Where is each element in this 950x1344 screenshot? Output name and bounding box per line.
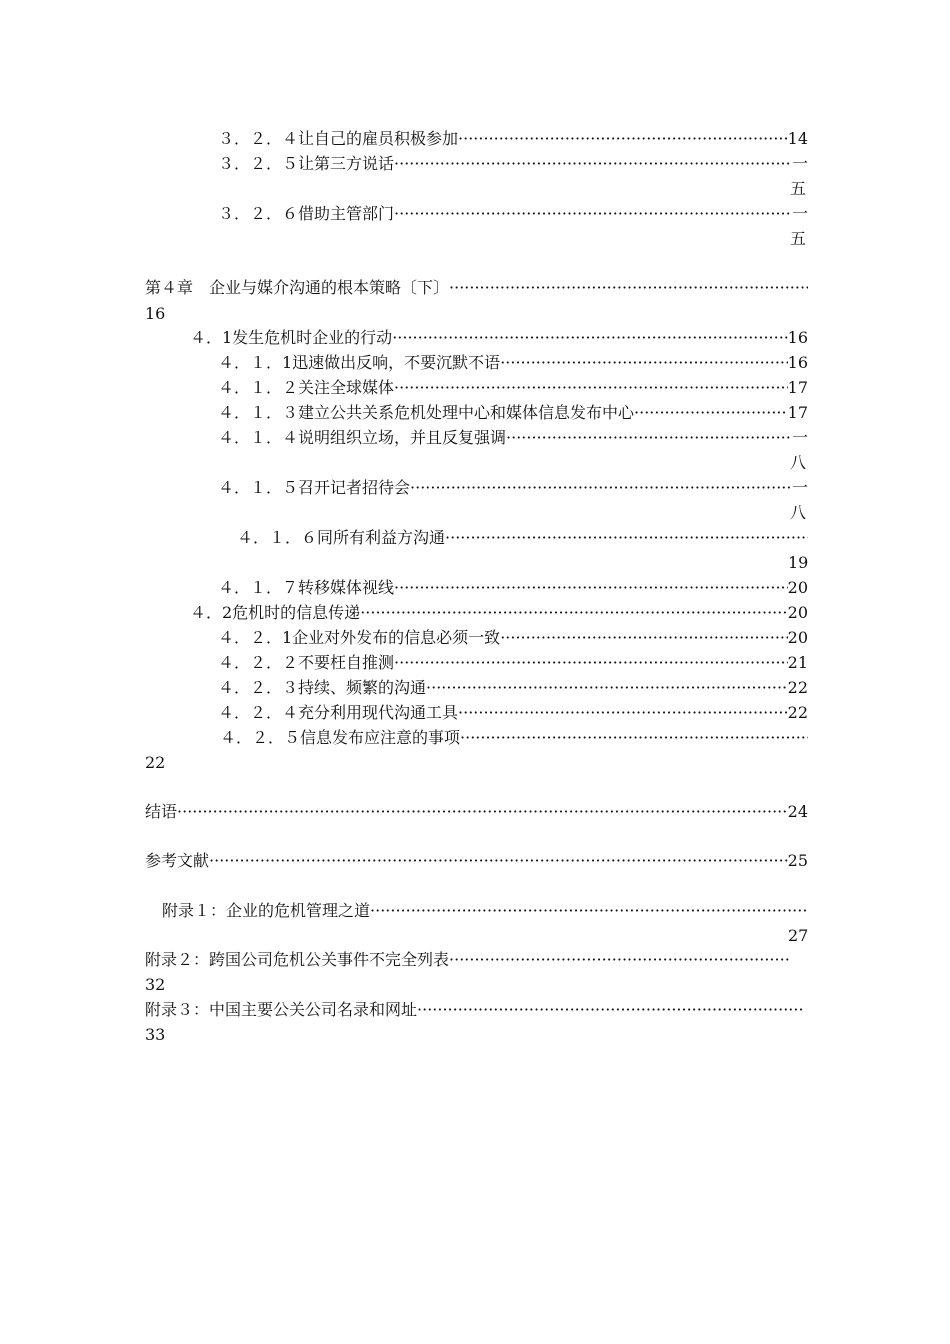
toc-entry-page: 20 [787,628,808,647]
leader-dots [370,898,808,923]
toc-entry-page-wrap: 32 [145,975,166,994]
toc-entry-page: 16 [787,353,808,372]
toc-entry-title: ４．１．２关注全球媒体 [218,378,395,397]
toc-entry-title: 附录１：企业的危机管理之道 [162,901,371,920]
toc-entry-page: 一 [791,204,808,223]
toc-entry-title: 第４章 企业与媒介沟通的根本策略〔下〕 [145,278,450,297]
toc-entry-page: 一 [791,154,808,173]
toc-entry-3-2-4 [218,126,808,151]
toc-entry-3-2-6 [218,201,808,226]
toc-entry-page: 20 [787,603,808,622]
toc-entry-title: ３．２．６借助主管部门 [218,204,395,223]
toc-entry-appendix-3 [145,997,805,1022]
toc-entry-4-1-4 [218,425,808,450]
leader-dots [394,650,788,675]
leader-dots [360,600,787,625]
toc-entry-title: ４．１．６同所有利益方沟通 [237,528,446,547]
toc-entry-page: 25 [787,851,808,870]
toc-entry-4-2-5 [220,725,808,750]
leader-dots [449,947,790,972]
leader-dots [506,425,792,450]
leader-dots [445,525,808,550]
leader-dots [426,675,788,700]
toc-entry-page: 17 [787,378,808,397]
toc-entry-page: 一 [791,428,808,447]
toc-entry-page: 14 [787,129,808,148]
toc-entry-page: 20 [787,578,808,597]
leader-dots [394,151,792,176]
toc-entry-title: 附录３：中国主要公关公司名录和网址 [145,1000,418,1019]
toc-entry-page-wrap: 五 [790,229,807,248]
leader-dots [209,848,788,873]
leader-dots [458,126,788,151]
toc-entry-4-2-2 [218,650,808,675]
toc-entry-title: ４．１．５召开记者招待会 [218,478,411,497]
toc-entry-4-1-5 [218,475,808,500]
leader-dots [500,350,787,375]
toc-entry-chapter-4 [145,275,808,300]
toc-entry-page: 17 [787,403,808,422]
leader-dots [460,725,808,750]
toc-entry-page-wrap: 16 [145,304,166,323]
toc-entry-title: 附录２：跨国公司危机公关事件不完全列表 [145,950,450,969]
toc-entry-4-2 [190,600,808,625]
toc-entry-4-1-6 [237,525,808,550]
toc-entry-4-1-1 [218,350,808,375]
toc-entry-title: ４．１．1迅速做出反响，不要沉默不语 [218,353,501,372]
toc-entry-title: ４．２．３持续、频繁的沟通 [218,678,427,697]
toc-entry-title: ４．２．４充分利用现代沟通工具 [218,703,459,722]
toc-entry-title: ４．２．５信息发布应注意的事项 [220,728,461,747]
leader-dots [634,400,788,425]
toc-entry-page: 16 [787,328,808,347]
leader-dots [394,575,788,600]
toc-entry-page: 一 [791,478,808,497]
toc-entry-page-wrap: 27 [788,926,809,945]
leader-dots [177,799,788,824]
leader-dots [500,625,787,650]
toc-entry-4-1-7 [218,575,808,600]
toc-entry-3-2-5 [218,151,808,176]
leader-dots [392,325,787,350]
leader-dots [394,201,792,226]
toc-entry-4-1-3 [218,400,808,425]
toc-entry-page: 22 [787,703,808,722]
toc-entry-page: 24 [787,802,808,821]
toc-entry-title: ３．２．５让第三方说话 [218,154,395,173]
leader-dots [449,275,808,300]
leader-dots [410,475,792,500]
toc-entry-title: 结语 [145,802,178,821]
toc-entry-4-2-1 [218,625,808,650]
toc-entry-title: ４．１．７转移媒体视线 [218,578,395,597]
toc-entry-title: 参考文献 [145,851,210,870]
toc-entry-appendix-1 [162,898,808,923]
toc-entry-4-2-4 [218,700,808,725]
toc-entry-conclusion [145,799,808,824]
toc-entry-title: ４．２．1企业对外发布的信息必须一致 [218,628,501,647]
toc-entry-title: ４．１．４说明组织立场，并且反复强调 [218,428,507,447]
toc-entry-4-1 [190,325,808,350]
toc-entry-references [145,848,808,873]
leader-dots [458,700,788,725]
toc-entry-page-wrap: 八 [790,503,807,522]
toc-entry-page-wrap: 19 [788,553,809,572]
toc-entry-page-wrap: 八 [790,453,807,472]
toc-entry-page-wrap: 33 [145,1025,166,1044]
toc-entry-page-wrap: 22 [145,753,166,772]
toc-entry-4-2-3 [218,675,808,700]
toc-entry-4-1-2 [218,375,808,400]
toc-entry-title: ４．１．３建立公共关系危机处理中心和媒体信息发布中心 [218,403,635,422]
leader-dots [394,375,788,400]
toc-entry-page: 21 [787,653,808,672]
toc-entry-title: ４．２．２不要枉自推测 [218,653,395,672]
toc-entry-title: ４．1发生危机时企业的行动 [190,328,393,347]
leader-dots [417,997,805,1022]
toc-entry-title: ３．２．４让自己的雇员积极参加 [218,129,459,148]
toc-entry-page: 22 [787,678,808,697]
toc-entry-appendix-2 [145,947,790,972]
toc-entry-title: ４．2危机时的信息传递 [190,603,361,622]
toc-entry-page-wrap: 五 [790,179,807,198]
